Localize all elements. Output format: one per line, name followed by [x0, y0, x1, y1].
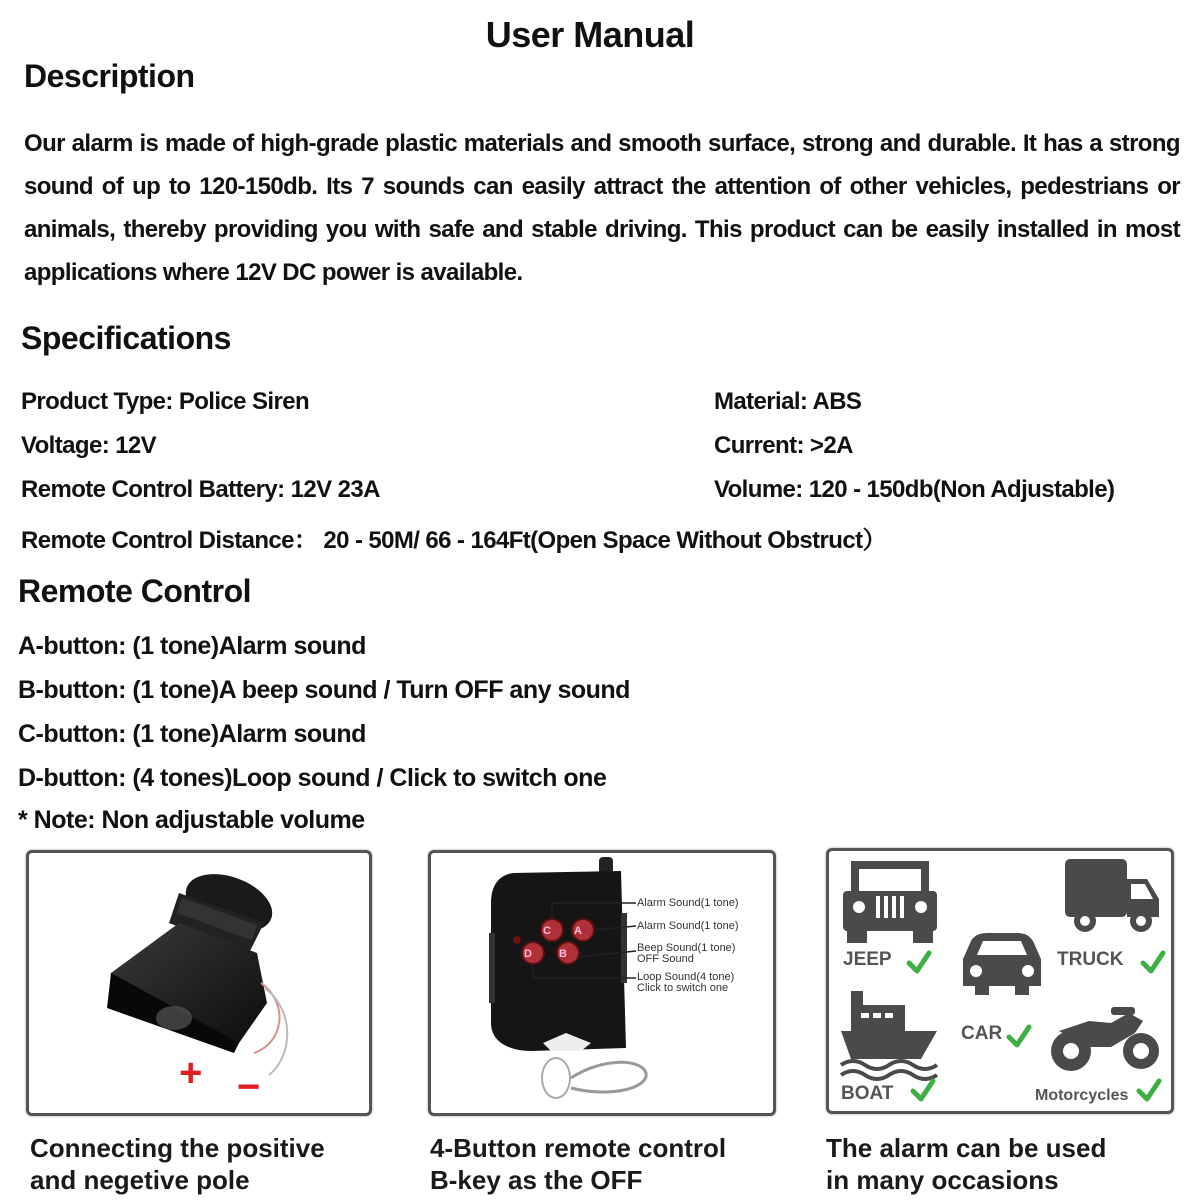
negative-pole-sign: −: [237, 1065, 261, 1109]
spec-voltage: Voltage: 12V: [21, 432, 157, 459]
vehicle-label-car: CAR: [961, 1023, 1003, 1044]
rc-item-b: B-button: (1 tone)A beep sound / Turn OFF any sound: [18, 676, 630, 704]
caption-siren-line1: Connecting the positive: [30, 1133, 325, 1163]
rc-note: * Note: Non adjustable volume: [18, 806, 365, 834]
description-heading: Description: [24, 58, 195, 94]
remote-label-a: Alarm Sound(1 tone): [637, 920, 739, 932]
page-title: User Manual: [485, 14, 695, 55]
spec-current: Current: >2A: [714, 432, 853, 459]
remote-label-d-switch: Click to switch one: [637, 982, 729, 994]
boat-icon: [841, 991, 937, 1079]
siren-image-panel: [26, 850, 372, 1116]
vehicle-label-jeep: JEEP: [843, 949, 892, 970]
caption-siren: [30, 1132, 325, 1196]
vehicle-label-motorcycles: Motorcycles: [1035, 1087, 1129, 1104]
remote-image-panel: [428, 850, 776, 1116]
remote-label-d: Loop Sound(4 tone): [637, 971, 735, 983]
caption-vehicles-line2: in many occasions: [826, 1165, 1059, 1195]
caption-remote-line1: 4-Button remote control: [430, 1133, 727, 1163]
motorcycle-icon: [1051, 1007, 1159, 1071]
remote-button-b: B: [559, 948, 567, 960]
remote-control-heading: Remote Control: [18, 573, 251, 609]
remote-label-b-off: OFF Sound: [637, 953, 694, 965]
remote-label-b: Beep Sound(1 tone): [637, 942, 736, 954]
description-text: Our alarm is made of high-grade plastic materials and smooth surface, strong and durable. It has a strong sound of up to 120-150db. Its 7 sounds can easily attract the attention of other vehicles, pedestrians or animals, thereby providing you with safe and stable driving. This product can be easily installed in most applications where 12V DC power is available.: [24, 130, 1180, 286]
rc-item-d: D-button: (4 tones)Loop sound / Click to switch one: [18, 764, 607, 792]
jeep-icon: [843, 861, 937, 943]
caption-remote-line2: B-key as the OFF: [430, 1165, 643, 1195]
caption-remote: [430, 1132, 726, 1196]
rc-item-c: C-button: (1 tone)Alarm sound: [18, 720, 366, 748]
vehicle-icons: [829, 851, 1171, 1111]
vehicle-label-truck: TRUCK: [1057, 949, 1124, 970]
specifications-heading: Specifications: [21, 320, 231, 356]
spec-battery: Remote Control Battery: 12V 23A: [21, 476, 380, 503]
positive-pole-sign: +: [179, 1051, 203, 1095]
remote-button-c: C: [543, 925, 551, 937]
vehicles-image-panel: [826, 848, 1174, 1114]
car-icon: [963, 933, 1041, 995]
truck-icon: [1065, 859, 1159, 932]
caption-vehicles-line1: The alarm can be used: [826, 1133, 1107, 1163]
remote-button-a: A: [574, 925, 582, 937]
spec-volume: Volume: 120 - 150db(Non Adjustable): [714, 476, 1115, 503]
remote-label-c: Alarm Sound(1 tone): [637, 897, 739, 909]
caption-vehicles: [826, 1132, 1106, 1196]
spec-distance: Remote Control Distance： 20 - 50M/ 66 - 164Ft(Open Space Without Obstruct）: [21, 527, 886, 554]
vehicle-label-boat: BOAT: [841, 1083, 894, 1104]
remote-button-d: D: [524, 948, 532, 960]
caption-siren-line2: and negetive pole: [30, 1165, 250, 1195]
rc-item-a: A-button: (1 tone)Alarm sound: [18, 632, 366, 660]
spec-product-type: Product Type: Police Siren: [21, 388, 310, 415]
spec-material: Material: ABS: [714, 388, 862, 415]
